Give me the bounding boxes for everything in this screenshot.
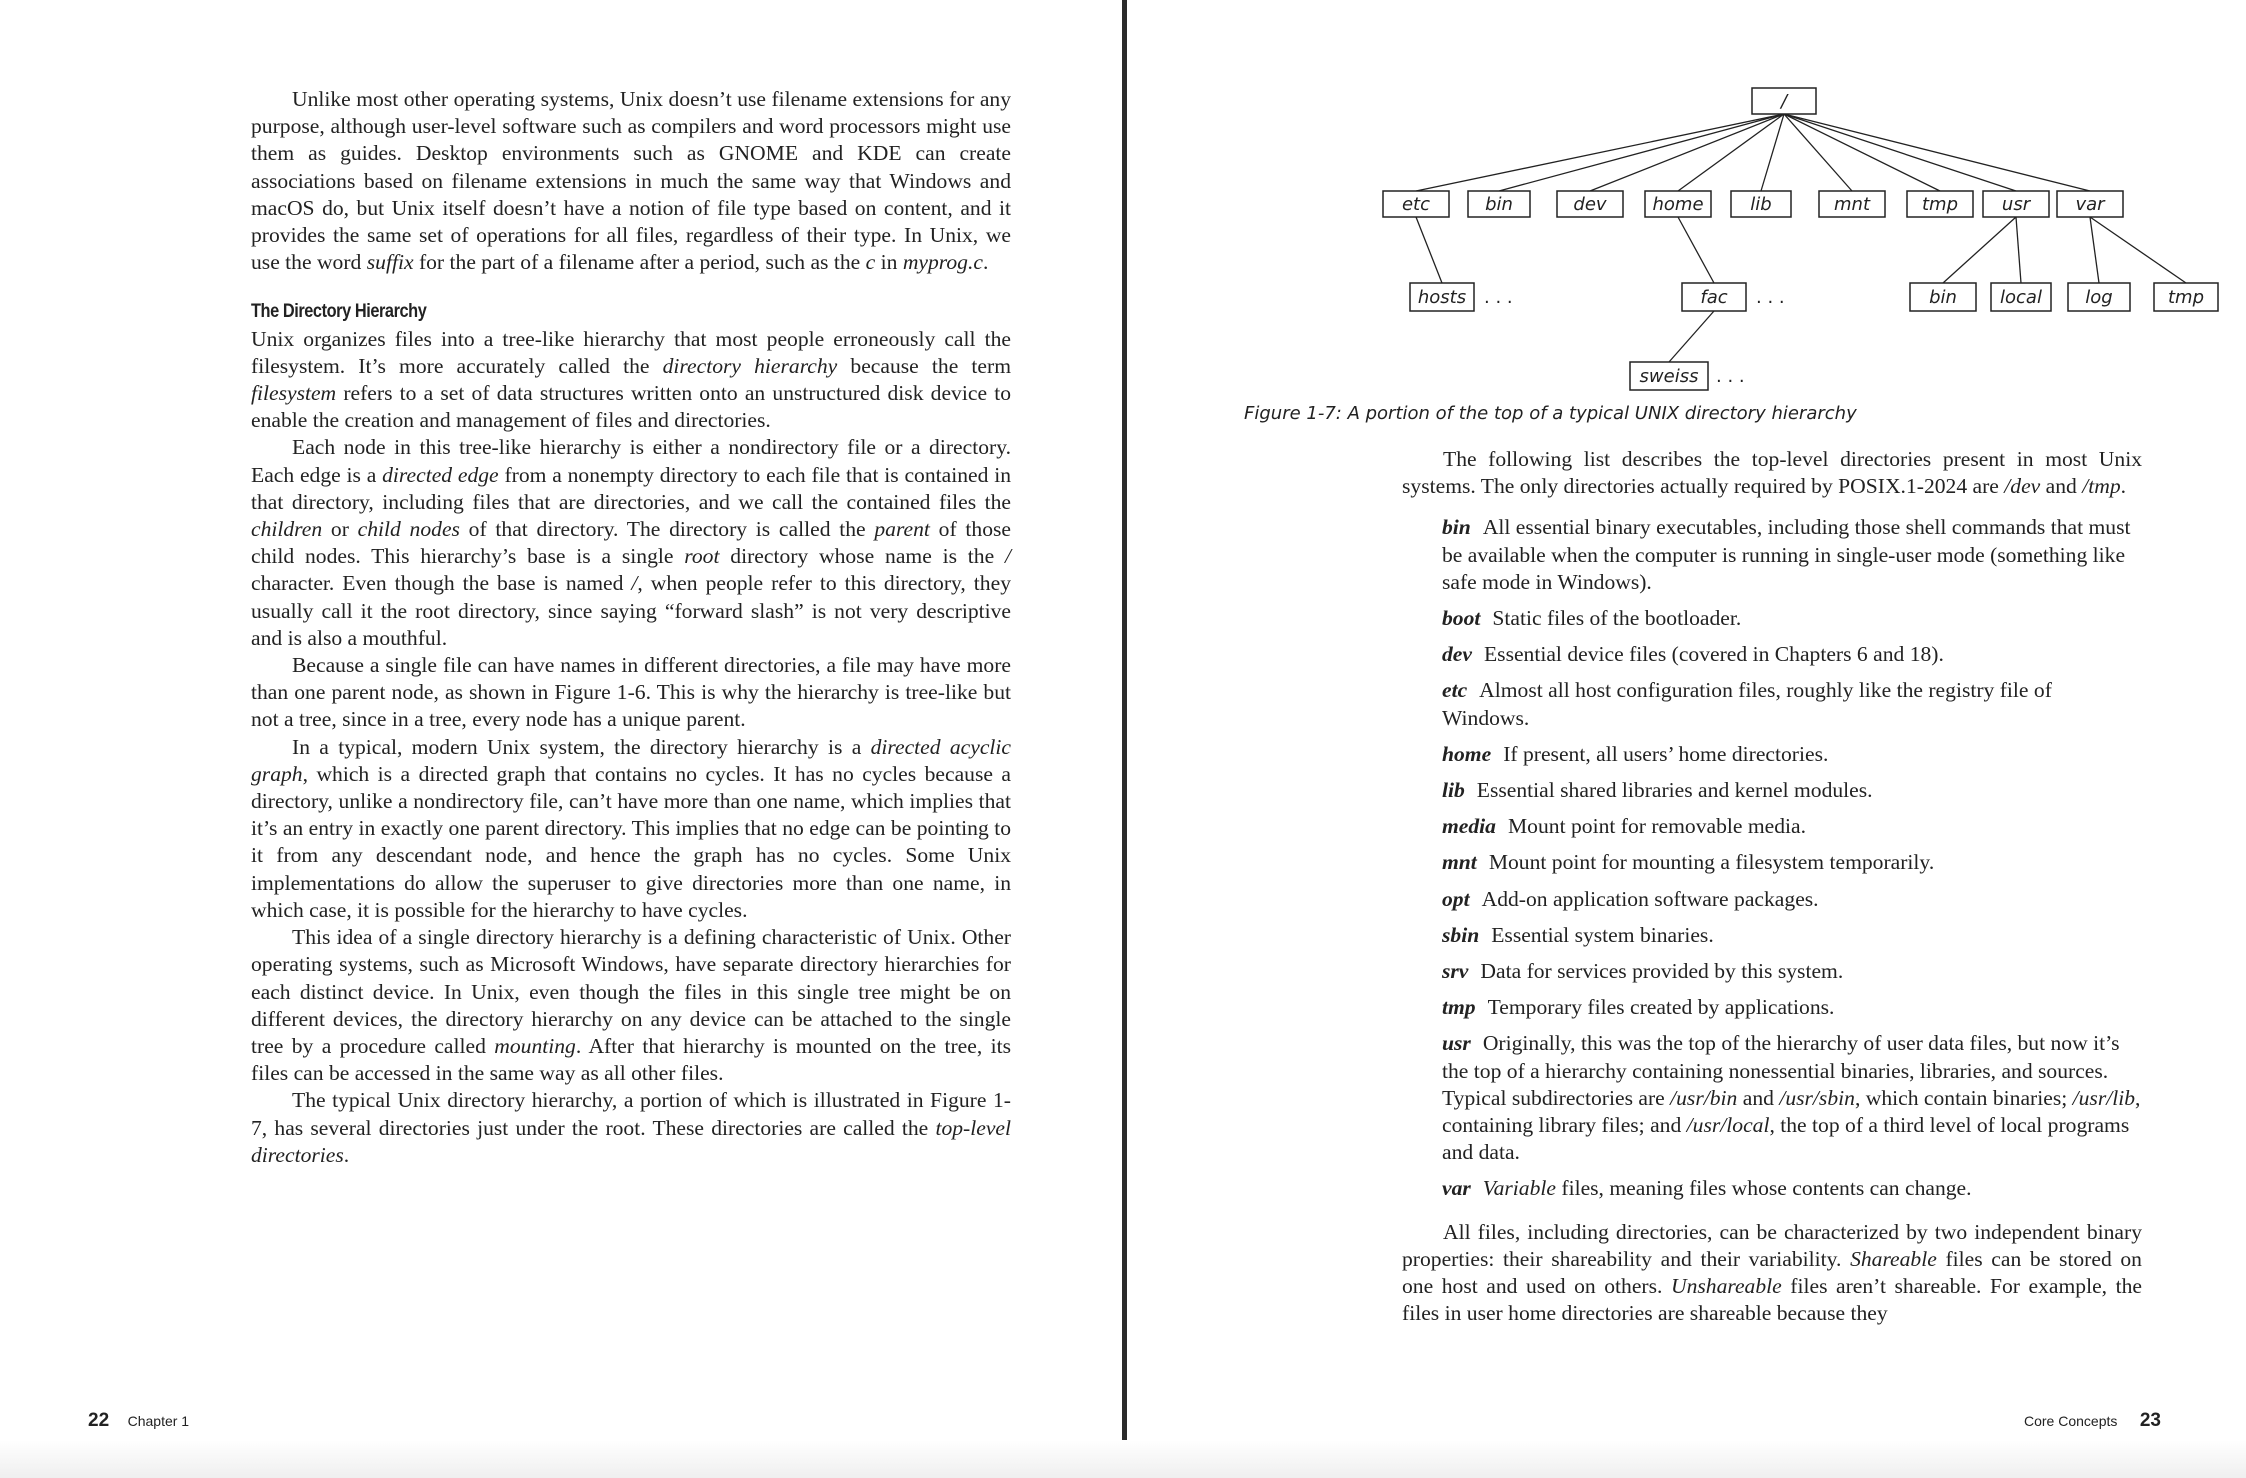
- tree-edge: [1416, 114, 1784, 191]
- scan-bottom-shadow: [0, 1440, 2246, 1478]
- directory-term: opt: [1442, 886, 1470, 911]
- tree-edge: [1943, 217, 2016, 283]
- directory-entry: media Mount point for removable media.: [1442, 814, 1807, 839]
- directory-term: media: [1442, 814, 1496, 839]
- left-footer: [88, 1410, 189, 1432]
- directory-term: dev: [1442, 642, 1472, 667]
- dir-dev-label: dev: [1573, 194, 1607, 215]
- page-number: 23: [2139, 1410, 2161, 1431]
- body-paragraph: Unlike most other operating systems, Unix doesn’t use filename extensions for any purpose, although user-level software such as compilers and word processors might use them as guides. Desktop environments such as GNOME and KDE can create associations based on filename extensions in much the same way that Windows and macOS do, but Unix itself doesn’t have a notion of file type based on content, and it provides the same set of operations for all files, regardless of their type. In Unix, we use the word suffix for the part of a filename after a period, such as the c in myprog.c.: [251, 87, 1011, 275]
- tree-edge: [2016, 217, 2021, 283]
- directory-entry: dev Essential device files (covered in Chapters 6 and 18).: [1442, 642, 1944, 667]
- intro-paragraphs: [251, 86, 1011, 276]
- dir-mnt-label: mnt: [1834, 194, 1870, 215]
- directory-term: boot: [1442, 606, 1481, 631]
- directory-term: lib: [1442, 778, 1465, 803]
- tree-edge: [1590, 114, 1784, 191]
- tree-edge: [1669, 311, 1714, 362]
- directory-entry: sbin Essential system binaries.: [1442, 922, 1714, 947]
- body-paragraph: This idea of a single directory hierarchy is a defining characteristic of Unix. Other operating systems, such as Microsoft Windows, have separate directory hierarchies for each distinct device. In Unix, even though the files in this single tree might be on different devices, the directory hierarchy on any device can be attached to the single tree by a procedure called mounting. After that hierarchy is mounted on the tree, its files can be accessed in the same way as all other files.: [251, 925, 1011, 1086]
- body-paragraph: Each node in this tree-like hierarchy is either a nondirectory file or a directory. Each edge is a directed edge from a nonempty directory to each file that is contained in that directory, including files that are directories, and we call the contained files the children or child nodes of that directory. The directory is called the parent of those child nodes. This hierarchy’s base is a single root directory whose name is the / character. Even though the base is named /, when people refer to this directory, they usually call it the root directory, since saying “forward slash” is not very descriptive and is also a mouthful.: [251, 435, 1011, 650]
- right-text-column: [1402, 446, 2142, 1327]
- dir-etc-label: etc: [1401, 194, 1431, 215]
- dir-fac-sweiss-label: sweiss: [1639, 366, 1699, 387]
- directory-term: srv: [1442, 959, 1469, 984]
- figure-caption: Figure 1-7: A portion of the top of a typical UNIX directory hierarchy: [1244, 403, 1857, 424]
- tree-edge: [1761, 114, 1784, 191]
- dir-etc-hosts-label: hosts: [1417, 287, 1467, 308]
- list-intro-paragraph: The following list describes the top-level directories present in most Unix systems. The only directories actually required by POSIX.1-2024 are /dev and /tmp.: [1402, 447, 2142, 499]
- ellipsis: . . .: [1716, 366, 1745, 387]
- body-paragraph: Unix organizes files into a tree-like hierarchy that most people erroneously call the filesystem. It’s more accurately called the directory hierarchy because the term filesystem refers to a set of data structures written onto an unstructured disk device to enable the creation and management of files and directories.: [251, 326, 1011, 433]
- dir-home-label: home: [1652, 194, 1704, 215]
- directory-entry: boot Static files of the bootloader.: [1442, 606, 1742, 631]
- ellipsis: . . .: [1484, 287, 1513, 308]
- directory-term: bin: [1442, 515, 1471, 540]
- directory-entry: var Variable files, meaning files whose contents can change.: [1442, 1176, 1972, 1201]
- tree-edge: [1784, 114, 1940, 191]
- closing-paragraph: All files, including directories, can be characterized by two independent binary properties: their shareability and their variability. Shareable files can be stored on one host and used on others. Unshareable files aren’t shareable. For example, the files in user home directories are shareable because they: [1402, 1219, 2142, 1326]
- directory-term: home: [1442, 741, 1492, 766]
- body-paragraph: The typical Unix directory hierarchy, a portion of which is illustrated in Figure 1-7, has several directories just under the root. These directories are called the top-level directories.: [251, 1088, 1011, 1167]
- left-text-column: [251, 86, 1011, 1169]
- left-page: [0, 0, 1122, 1478]
- directory-entry: lib Essential shared libraries and kernel modules.: [1442, 778, 1873, 803]
- section-paragraphs: [251, 326, 1011, 1169]
- tree-edge: [1499, 114, 1784, 191]
- directory-entry: home If present, all users’ home directories.: [1442, 741, 1829, 766]
- running-head: Chapter 1: [127, 1413, 190, 1429]
- directory-term: usr: [1442, 1031, 1471, 1056]
- directory-entry: usr Originally, this was the top of the hierarchy of user data files, but now it’s the top of a hierarchy containing nonessential binaries, libraries, and sources. Typical subdirectories are /usr/bin and /usr/sbin, which contain binaries; /usr/lib, containing library files; and /usr/local, the top of a third level of local programs and data.: [1442, 1031, 2141, 1165]
- root-label: /: [1780, 91, 1788, 112]
- dir-lib-label: lib: [1750, 194, 1772, 215]
- directory-term: sbin: [1442, 922, 1480, 947]
- right-footer: [2024, 1410, 2161, 1432]
- right-page: [1127, 0, 2246, 1478]
- tree-edge: [2090, 217, 2099, 283]
- directory-entry: bin All essential binary executables, including those shell commands that must be available when the computer is running in single-user mode (something like safe mode in Windows).: [1442, 515, 2131, 594]
- body-paragraph: Because a single file can have names in different directories, a file may have more than one parent node, as shown in Figure 1-6. This is why the hierarchy is tree-like but not a tree, since in a tree, every node has a unique parent.: [251, 653, 1011, 732]
- directory-entry: mnt Mount point for mounting a filesystem temporarily.: [1442, 850, 1935, 875]
- directory-entry: etc Almost all host configuration files, roughly like the registry file of Windows.: [1442, 678, 2052, 730]
- directory-entry: srv Data for services provided by this system.: [1442, 959, 1844, 984]
- dir-var-tmp-label: tmp: [2167, 287, 2205, 308]
- directory-entry: tmp Temporary files created by applications.: [1442, 995, 1835, 1020]
- directory-term: var: [1442, 1176, 1471, 1201]
- dir-usr-label: usr: [2001, 194, 2031, 215]
- body-paragraph: In a typical, modern Unix system, the directory hierarchy is a directed acyclic graph, which is a directed graph that contains no cycles. It has no cycles because a directory, unlike a nondirectory file, can’t have more than one name, which implies that it’s an entry in exactly one parent directory. This implies that no edge can be pointing to it from any descendant node, and hence the graph has no cycles. Some Unix implementations do allow the superuser to give directories more than one name, in which case, it is possible for the hierarchy to have cycles.: [251, 734, 1011, 922]
- dir-home-fac-label: fac: [1700, 287, 1728, 308]
- directory-term: mnt: [1442, 850, 1477, 875]
- section-heading: The Directory Hierarchy: [251, 301, 427, 323]
- directory-term: etc: [1442, 678, 1468, 703]
- dir-var-label: var: [2075, 194, 2105, 215]
- dir-var-log-label: log: [2085, 287, 2113, 308]
- tree-edge: [2090, 217, 2186, 283]
- directory-term: tmp: [1442, 995, 1476, 1020]
- ellipsis: . . .: [1756, 287, 1785, 308]
- tree-edge: [1784, 114, 2090, 191]
- tree-edge: [1678, 217, 1714, 283]
- page-number: 22: [88, 1410, 110, 1431]
- dir-usr-bin-label: bin: [1929, 287, 1957, 308]
- dir-usr-local-label: local: [2000, 287, 2042, 308]
- top-level-directory-list: [1442, 514, 2142, 1202]
- tree-edge: [1416, 217, 1442, 283]
- directory-tree-diagram: [1238, 80, 2238, 400]
- running-head: Core Concepts: [2024, 1413, 2118, 1429]
- dir-tmp-label: tmp: [1921, 194, 1959, 215]
- directory-entry: opt Add-on application software packages.: [1442, 886, 1819, 911]
- dir-bin-label: bin: [1485, 194, 1513, 215]
